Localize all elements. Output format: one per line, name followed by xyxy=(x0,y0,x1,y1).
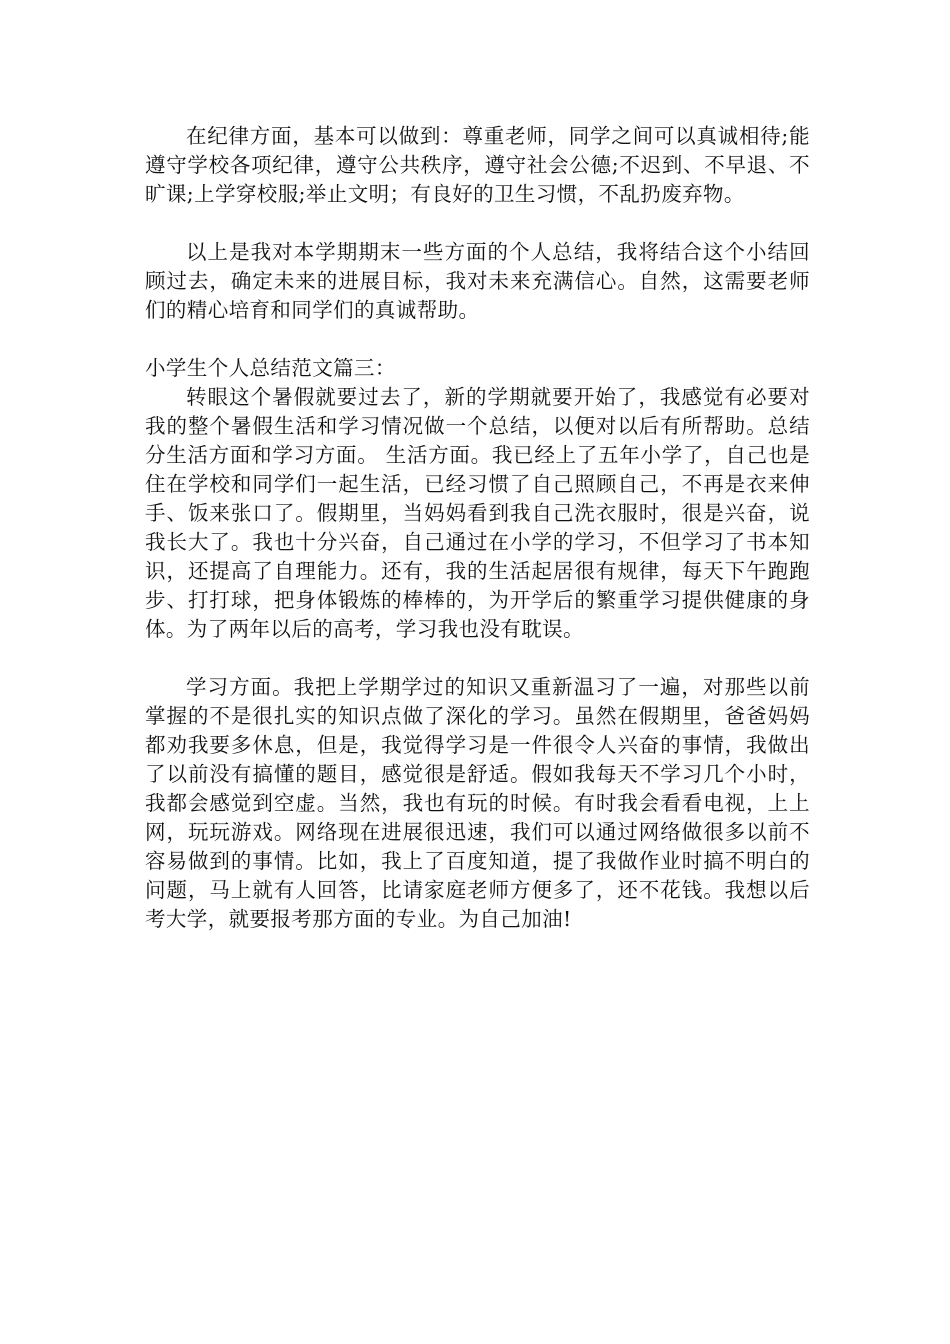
paragraph-discipline: 在纪律方面，基本可以做到：尊重老师，同学之间可以真诚相待;能遵守学校各项纪律，遵守公共秩序，遵守社会公德;不迟到、不早退、不旷课;上学穿校服;举止文明；有良好的卫生习惯，不乱扔废弃物。 xyxy=(145,124,810,206)
paragraph-summer-life: 转眼这个暑假就要过去了，新的学期就要开始了，我感觉有必要对我的整个暑假生活和学习情况做一个总结，以便对以后有所帮助。总结分生活方面和学习方面。 生活方面。我已经上了五年小学了，自己也是住在学校和同学们一起生活，已经习惯了自己照顾自己，不再是衣来伸手、饭来张口了。假期里，当妈妈看到我自己洗衣服时，很是兴奋，说我长大了。我也十分兴奋，自己通过在小学的学习，不但学习了书本知识，还提高了自理能力。还有，我的生活起居很有规律，每天下午跑跑步、打打球，把身体锻炼的棒棒的，为开学后的繁重学习提供健康的身体。为了两年以后的高考，学习我也没有耽误。 xyxy=(145,385,810,641)
paragraph-gap xyxy=(145,209,810,238)
paragraph-summary-conclusion: 以上是我对本学期期末一些方面的个人总结，我将结合这个小结回顾过去，确定未来的进展目标，我对未来充满信心。自然，这需要老师们的精心培育和同学们的真诚帮助。 xyxy=(145,240,810,322)
paragraph-gap xyxy=(145,325,810,354)
paragraph-study: 学习方面。我把上学期学过的知识又重新温习了一遍，对那些以前掌握的不是很扎实的知识点做了深化的学习。虽然在假期里，爸爸妈妈都劝我要多休息，但是，我觉得学习是一件很令人兴奋的事情，我做出了以前没有搞懂的题目，感觉很是舒适。假如我每天不学习几个小时，我都会感觉到空虚。当然，我也有玩的时候。有时我会看看电视，上上网，玩玩游戏。网络现在进展很迅速，我们可以通过网络做很多以前不容易做到的事情。比如，我上了百度知道，提了我做作业时搞不明白的问题，马上就有人回答，比请家庭老师方便多了，还不花钱。我想以后考大学，就要报考那方面的专业。为自己加油! xyxy=(145,675,810,931)
document-page xyxy=(145,122,810,934)
paragraph-gap xyxy=(145,644,810,673)
section-heading: 小学生个人总结范文篇三： xyxy=(145,356,396,380)
